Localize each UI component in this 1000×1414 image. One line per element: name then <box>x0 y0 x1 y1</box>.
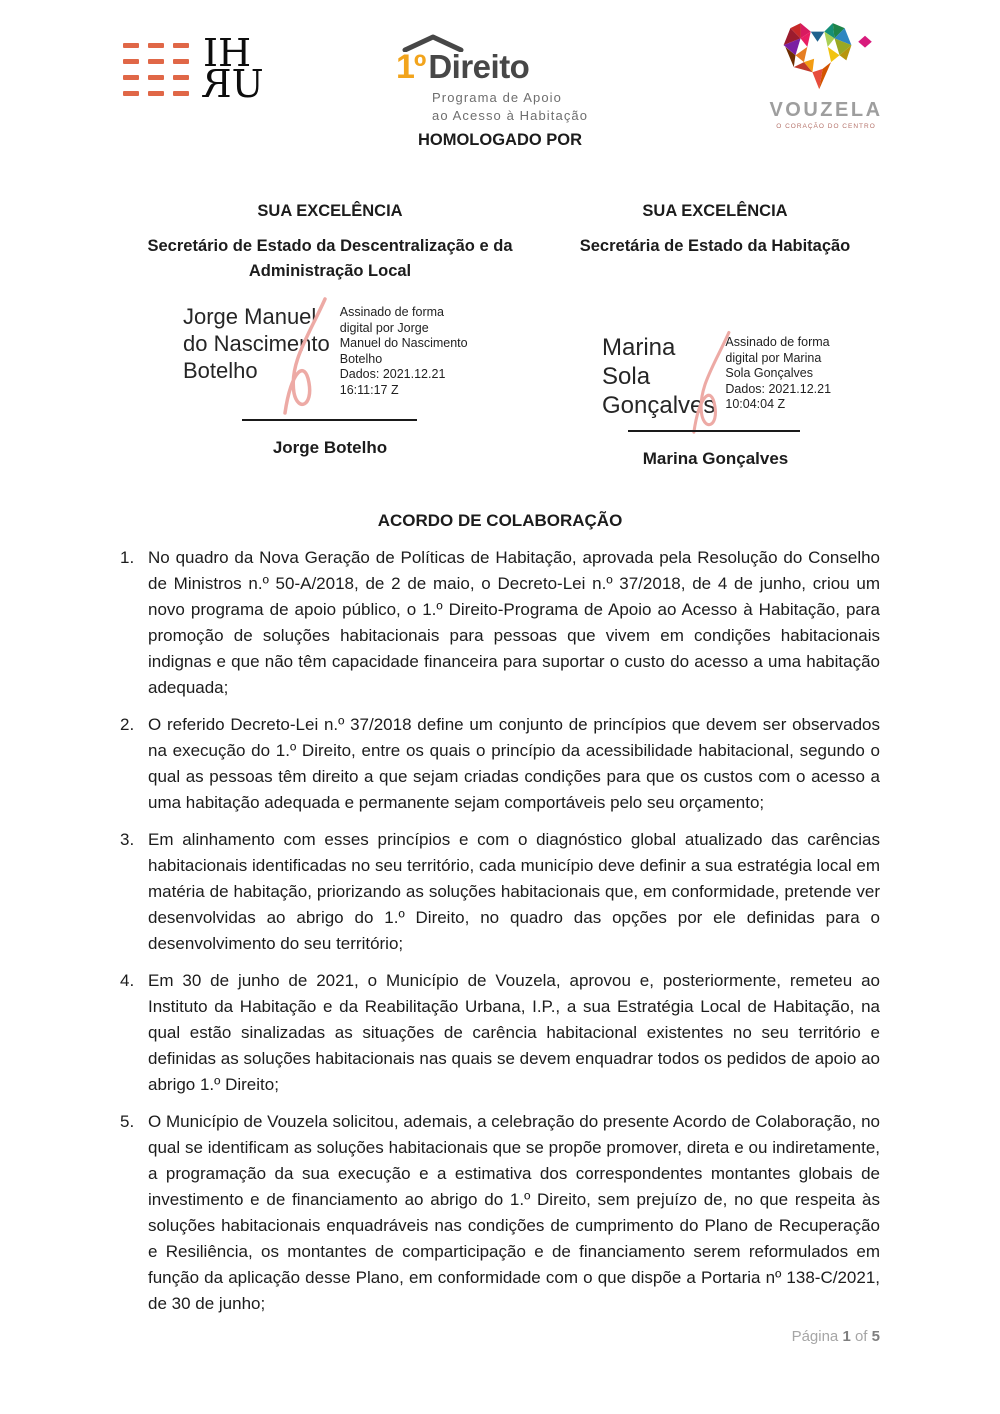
signature-details-left: Assinado de forma digital por Jorge Manuel do Nascimento Botelho Dados: 2021.12.21 16:11:17 Z <box>339 305 468 397</box>
vouzela-wordmark: VOUZELA <box>769 99 883 121</box>
item-number: 5. <box>120 1112 135 1131</box>
list-item <box>120 968 880 1098</box>
signature-name-right: Marina Sola Gonçalves <box>602 334 716 419</box>
digital-signature-left <box>183 303 475 398</box>
document-body <box>120 511 880 1328</box>
list-item <box>120 712 880 816</box>
item-text: O referido Decreto-Lei n.º 37/2018 define um conjunto de princípios que devem ser observados na execução do 1.º Direito, entre os quais o princípio da acessibilidade habitacional, segundo o qual as pessoas têm direito a que sejam criadas condições para que os custos com o acesso a uma habitação adequada e permanente sejam comportáveis pelo seu orçamento; <box>148 715 880 812</box>
printed-name-right: Marina Gonçalves <box>642 449 789 468</box>
list-item <box>120 545 880 701</box>
roof-icon <box>402 34 464 52</box>
vouzela-tagline: O CORAÇÃO DO CENTRO <box>776 123 876 130</box>
agreement-list <box>120 545 880 1317</box>
ihru-logo <box>123 31 264 106</box>
list-item <box>120 827 880 957</box>
item-text: Em alinhamento com esses princípios e com o diagnóstico global atualizado das carências habitacionais identificadas no seu território, cada município deve definir a sua estratégia local em matéria de habitação, priorizando as soluções habitacionais que, em conformidade, pretende ver desenvolvidas ao abrigo do 1.º Direito, no quadro das opções por ele definidas para o desenvolvimento do seu território; <box>148 830 880 953</box>
direito-subtitle: Programa de Apoio ao Acesso à Habitação <box>432 90 589 123</box>
primeiro-direito-logo <box>396 34 596 125</box>
page-number: Página 1 of 5 <box>791 1328 880 1345</box>
printed-name-left: Jorge Botelho <box>272 438 388 457</box>
ihru-wordmark: IH RU <box>203 31 264 106</box>
homologado-heading: HOMOLOGADO POR <box>417 131 583 149</box>
signature-line-left <box>242 419 417 421</box>
salutation-left: SUA EXCELÊNCIA <box>257 202 403 220</box>
item-number: 2. <box>120 715 135 734</box>
item-text: O Município de Vouzela solicitou, ademais, a celebração do presente Acordo de Colaboração, no qual se identificam as soluções habitacionais que se propõe promover, direta e ou indiretamente, a programação da sua execução e a estimativa dos correspondentes montantes globais de investimento e de financiamento ao abrigo do 1.º Direito, sem prejuízo de, no que respeita às soluções habitacionais enquadráveis nas condições de cumprimento do Plano de Recuperação e Resiliência, os montantes de comparticipação e de financiamento serem reformulados em função da aplicação desse Plano, em conformidade com o que dispõe a Portaria nº 138-C/2021, de 30 de junho; <box>148 1112 880 1313</box>
direito-numeral: 1º <box>396 48 426 86</box>
role-right: Secretária de Estado da Habitação <box>579 237 851 255</box>
item-number: 3. <box>120 830 135 849</box>
role-left: Secretário de Estado da Descentralização e da Administração Local <box>147 237 513 280</box>
vouzela-logo <box>764 18 888 130</box>
document-title: ACORDO DE COLABORAÇÃO <box>377 511 623 530</box>
right-signatory-heading <box>550 202 880 259</box>
item-number: 1. <box>120 548 135 567</box>
digital-signature-right <box>602 333 870 420</box>
signature-name-left: Jorge Manuel do Nascimento Botelho <box>183 304 330 383</box>
ihru-dashes-icon <box>123 43 189 96</box>
vouzela-heart-icon <box>766 18 886 96</box>
signature-details-right: Assinado de forma digital por Marina Sola Gonçalves Dados: 2021.12.21 10:04:04 Z <box>725 335 832 411</box>
signature-line-right <box>628 430 800 432</box>
item-text: Em 30 de junho de 2021, o Município de Vouzela, aprovou e, posteriormente, remeteu ao Instituto da Habitação e da Reabilitação Urbana, I.P., a sua Estratégia Local de Habitação, na qual estão sinalizadas as situações de carência habitacional existentes no seu território e definidas as soluções habitacionais nas quais se devem enquadrar todos os pedidos de apoio ao abrigo 1.º Direito; <box>148 971 880 1094</box>
left-signatory-heading <box>120 202 540 284</box>
item-number: 4. <box>120 971 135 990</box>
salutation-right: SUA EXCELÊNCIA <box>642 202 788 220</box>
direito-wordmark: Direito <box>428 48 530 85</box>
list-item <box>120 1109 880 1317</box>
item-text: No quadro da Nova Geração de Políticas de Habitação, aprovada pela Resolução do Conselho de Ministros n.º 50-A/2018, de 2 de maio, o Decreto-Lei n.º 37/2018, de 4 de junho, criou um novo programa de apoio público, o 1.º Direito-Programa de Apoio ao Acesso à Habitação, para promoção de soluções habitacionais para pessoas que vivem em condições habitacionais indignas e que não têm capacidade financeira para suportar o custo do acesso a uma habitação adequada; <box>148 548 880 697</box>
